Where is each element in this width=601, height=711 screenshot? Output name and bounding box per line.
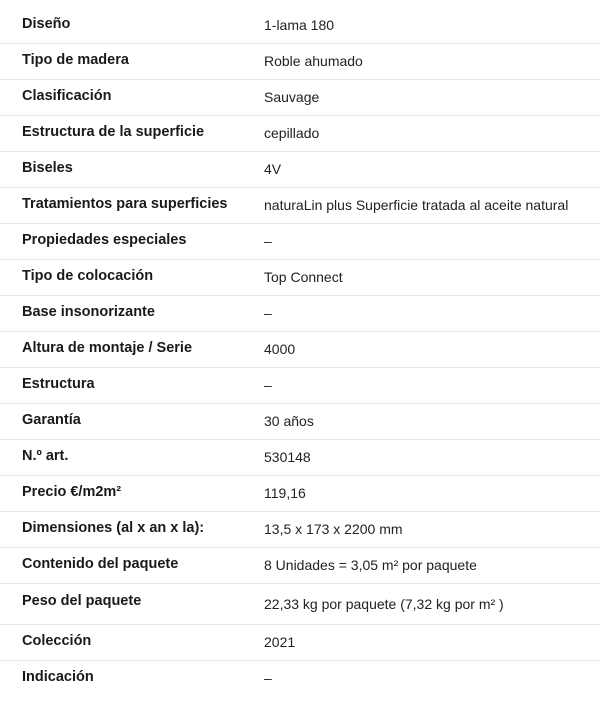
spec-row-tipo-de-madera [0,44,601,80]
spec-label: Garantía [22,412,81,428]
spec-label: Colección [22,633,92,649]
spec-value: 22,33 kg por paquete (7,32 kg por m² ) [264,596,504,612]
spec-value: – [264,233,272,249]
spec-label: Biseles [22,160,73,176]
spec-label: Precio €/m2m² [22,484,122,500]
spec-value: – [264,305,272,321]
spec-row-indicacion [0,661,601,697]
spec-row-altura-montaje [0,332,601,368]
spec-value: – [264,670,272,686]
spec-label: Base insonorizante [22,304,155,320]
spec-row-propiedades-especiales [0,224,601,260]
spec-value: naturaLin plus Superficie tratada al aceite natural [264,197,569,213]
spec-row-precio [0,476,601,512]
spec-row-biseles [0,152,601,188]
spec-value: Top Connect [264,269,343,285]
spec-value: 1-lama 180 [264,17,335,33]
spec-value: 4V [264,161,282,177]
spec-row-clasificacion [0,80,601,116]
spec-value: 30 años [264,413,314,429]
spec-label: Contenido del paquete [22,556,179,572]
spec-value: 119,16 [264,485,306,501]
spec-row-tipo-de-colocacion [0,260,601,296]
spec-row-contenido-paquete [0,548,601,584]
spec-label: Tipo de madera [22,52,129,68]
spec-row-tratamientos [0,188,601,224]
product-spec-table [0,8,601,697]
spec-label: Peso del paquete [22,593,142,609]
spec-label: Altura de montaje / Serie [22,340,193,356]
spec-row-diseno [0,8,601,44]
spec-label: Clasificación [22,88,112,104]
spec-row-estructura [0,368,601,404]
spec-label: Diseño [22,16,71,32]
spec-value: 4000 [264,341,296,357]
spec-label: Estructura de la superficie [22,124,205,140]
spec-row-dimensiones [0,512,601,548]
spec-label: Estructura [22,376,95,392]
spec-value: Roble ahumado [264,53,363,69]
spec-row-coleccion [0,625,601,661]
spec-label: Indicación [22,669,94,685]
spec-label: Tipo de colocación [22,268,154,284]
spec-label: Dimensiones (al x an x la): [22,520,205,536]
spec-row-base-insonorizante [0,296,601,332]
spec-label: Propiedades especiales [22,232,187,248]
spec-value: 8 Unidades = 3,05 m² por paquete [264,557,477,573]
spec-value: – [264,377,272,393]
spec-value: 530148 [264,449,311,465]
spec-value: Sauvage [264,89,320,105]
spec-row-peso-paquete [0,584,601,625]
spec-row-numero-articulo [0,440,601,476]
spec-row-estructura-superficie [0,116,601,152]
spec-value: 13,5 x 173 x 2200 mm [264,521,403,537]
spec-value: cepillado [264,125,320,141]
spec-value: 2021 [264,634,296,650]
spec-label: Tratamientos para superficies [22,196,228,212]
spec-row-garantia [0,404,601,440]
spec-label: N.º art. [22,448,69,464]
